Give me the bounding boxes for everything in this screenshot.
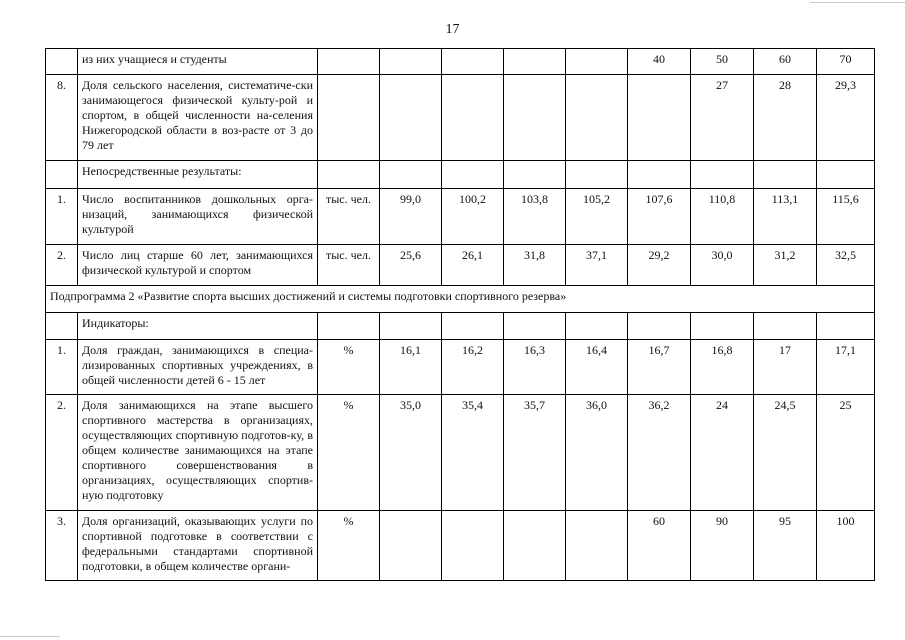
unit-cell: % bbox=[318, 511, 380, 581]
value-cell: 31,8 bbox=[504, 245, 566, 286]
subprogram-heading: Подпрограмма 2 «Развитие спорта высших достижений и системы подготовки спортивного резерва» bbox=[46, 286, 875, 313]
value-cell bbox=[504, 511, 566, 581]
value-cell bbox=[504, 75, 566, 161]
value-cell bbox=[380, 511, 442, 581]
value-cell bbox=[566, 75, 628, 161]
indicator-name: Доля занимающихся на этапе высшего спортивного мастерства в организациях, осуществляющих спортивную подготов-ку, в общем количестве занимающихся на этапе спортивного совершенствования в организациях, осуществляющих спортив-ную подготовку bbox=[78, 395, 318, 511]
section-heading: Непосредственные результаты: bbox=[78, 161, 318, 189]
value-cell: 90 bbox=[691, 511, 754, 581]
page-number: 17 bbox=[445, 22, 460, 37]
indicator-name: Число воспитанников дошкольных орга-низаций, занимающихся физической культурой bbox=[78, 189, 318, 245]
value-cell: 24,5 bbox=[754, 395, 817, 511]
value-cell bbox=[691, 313, 754, 340]
value-cell: 60 bbox=[628, 511, 691, 581]
value-cell: 37,1 bbox=[566, 245, 628, 286]
value-cell bbox=[380, 49, 442, 75]
value-cell: 35,4 bbox=[442, 395, 504, 511]
value-cell bbox=[504, 313, 566, 340]
value-cell: 25,6 bbox=[380, 245, 442, 286]
row-number: 3. bbox=[46, 511, 78, 581]
value-cell: 16,7 bbox=[628, 340, 691, 395]
value-cell: 110,8 bbox=[691, 189, 754, 245]
value-cell: 103,8 bbox=[504, 189, 566, 245]
table-row bbox=[46, 189, 875, 245]
value-cell: 36,2 bbox=[628, 395, 691, 511]
value-cell bbox=[628, 161, 691, 189]
unit-cell: тыс. чел. bbox=[318, 245, 380, 286]
value-cell bbox=[442, 511, 504, 581]
value-cell: 32,5 bbox=[817, 245, 875, 286]
row-number: 2. bbox=[46, 395, 78, 511]
value-cell: 115,6 bbox=[817, 189, 875, 245]
value-cell: 107,6 bbox=[628, 189, 691, 245]
value-cell bbox=[566, 49, 628, 75]
value-cell bbox=[380, 161, 442, 189]
value-cell: 100,2 bbox=[442, 189, 504, 245]
value-cell bbox=[817, 313, 875, 340]
table-row bbox=[46, 313, 875, 340]
value-cell: 50 bbox=[691, 49, 754, 75]
table-row bbox=[46, 340, 875, 395]
row-number bbox=[46, 313, 78, 340]
value-cell: 16,3 bbox=[504, 340, 566, 395]
table-row bbox=[46, 286, 875, 313]
section-heading: Индикаторы: bbox=[78, 313, 318, 340]
value-cell bbox=[442, 49, 504, 75]
value-cell: 17,1 bbox=[817, 340, 875, 395]
value-cell: 16,4 bbox=[566, 340, 628, 395]
value-cell: 16,1 bbox=[380, 340, 442, 395]
indicator-name: Доля граждан, занимающихся в специа-лизированных спортивных учреждениях, в общей численности детей 6 - 15 лет bbox=[78, 340, 318, 395]
row-number bbox=[46, 49, 78, 75]
value-cell: 26,1 bbox=[442, 245, 504, 286]
indicator-name: Доля сельского населения, систематиче-ски занимающегося физической культу-рой и спортом, в общей численности на-селения Нижегородской области в воз-расте от 3 до 79 лет bbox=[78, 75, 318, 161]
value-cell bbox=[380, 313, 442, 340]
row-number: 2. bbox=[46, 245, 78, 286]
value-cell bbox=[504, 49, 566, 75]
indicators-table bbox=[45, 48, 875, 581]
value-cell: 16,8 bbox=[691, 340, 754, 395]
value-cell: 100 bbox=[817, 511, 875, 581]
value-cell bbox=[691, 161, 754, 189]
value-cell bbox=[566, 511, 628, 581]
value-cell: 28 bbox=[754, 75, 817, 161]
value-cell bbox=[566, 313, 628, 340]
row-number: 8. bbox=[46, 75, 78, 161]
value-cell: 35,7 bbox=[504, 395, 566, 511]
value-cell: 113,1 bbox=[754, 189, 817, 245]
row-number: 1. bbox=[46, 189, 78, 245]
value-cell: 36,0 bbox=[566, 395, 628, 511]
value-cell bbox=[817, 161, 875, 189]
value-cell: 16,2 bbox=[442, 340, 504, 395]
value-cell bbox=[754, 313, 817, 340]
row-number: 1. bbox=[46, 340, 78, 395]
table-row bbox=[46, 161, 875, 189]
value-cell: 25 bbox=[817, 395, 875, 511]
unit-cell: % bbox=[318, 395, 380, 511]
value-cell: 40 bbox=[628, 49, 691, 75]
indicator-name: Доля организаций, оказывающих услуги по спортивной подготовке в соответствии с федеральными стандартами спортивной подготовки, в общем количестве органи- bbox=[78, 511, 318, 581]
value-cell: 27 bbox=[691, 75, 754, 161]
value-cell bbox=[380, 75, 442, 161]
unit-cell: тыс. чел. bbox=[318, 189, 380, 245]
indicator-name: из них учащиеся и студенты bbox=[78, 49, 318, 75]
unit-cell: % bbox=[318, 340, 380, 395]
indicator-name: Число лиц старше 60 лет, занимающихся физической культурой и спортом bbox=[78, 245, 318, 286]
row-number bbox=[46, 161, 78, 189]
value-cell: 99,0 bbox=[380, 189, 442, 245]
table-row bbox=[46, 245, 875, 286]
value-cell bbox=[442, 313, 504, 340]
table-row bbox=[46, 49, 875, 75]
table-row bbox=[46, 395, 875, 511]
scan-edge-line-top bbox=[810, 2, 905, 3]
value-cell: 35,0 bbox=[380, 395, 442, 511]
value-cell bbox=[566, 161, 628, 189]
value-cell bbox=[754, 161, 817, 189]
unit-cell bbox=[318, 313, 380, 340]
value-cell: 17 bbox=[754, 340, 817, 395]
value-cell bbox=[504, 161, 566, 189]
unit-cell bbox=[318, 75, 380, 161]
value-cell: 105,2 bbox=[566, 189, 628, 245]
value-cell bbox=[628, 75, 691, 161]
value-cell bbox=[628, 313, 691, 340]
value-cell: 29,3 bbox=[817, 75, 875, 161]
value-cell bbox=[442, 161, 504, 189]
value-cell: 70 bbox=[817, 49, 875, 75]
unit-cell bbox=[318, 161, 380, 189]
value-cell: 30,0 bbox=[691, 245, 754, 286]
table-row bbox=[46, 75, 875, 161]
value-cell bbox=[442, 75, 504, 161]
value-cell: 29,2 bbox=[628, 245, 691, 286]
value-cell: 60 bbox=[754, 49, 817, 75]
scan-edge-line-bottom bbox=[0, 636, 60, 637]
unit-cell bbox=[318, 49, 380, 75]
value-cell: 24 bbox=[691, 395, 754, 511]
value-cell: 31,2 bbox=[754, 245, 817, 286]
value-cell: 95 bbox=[754, 511, 817, 581]
table-body bbox=[46, 49, 875, 581]
table-row bbox=[46, 511, 875, 581]
